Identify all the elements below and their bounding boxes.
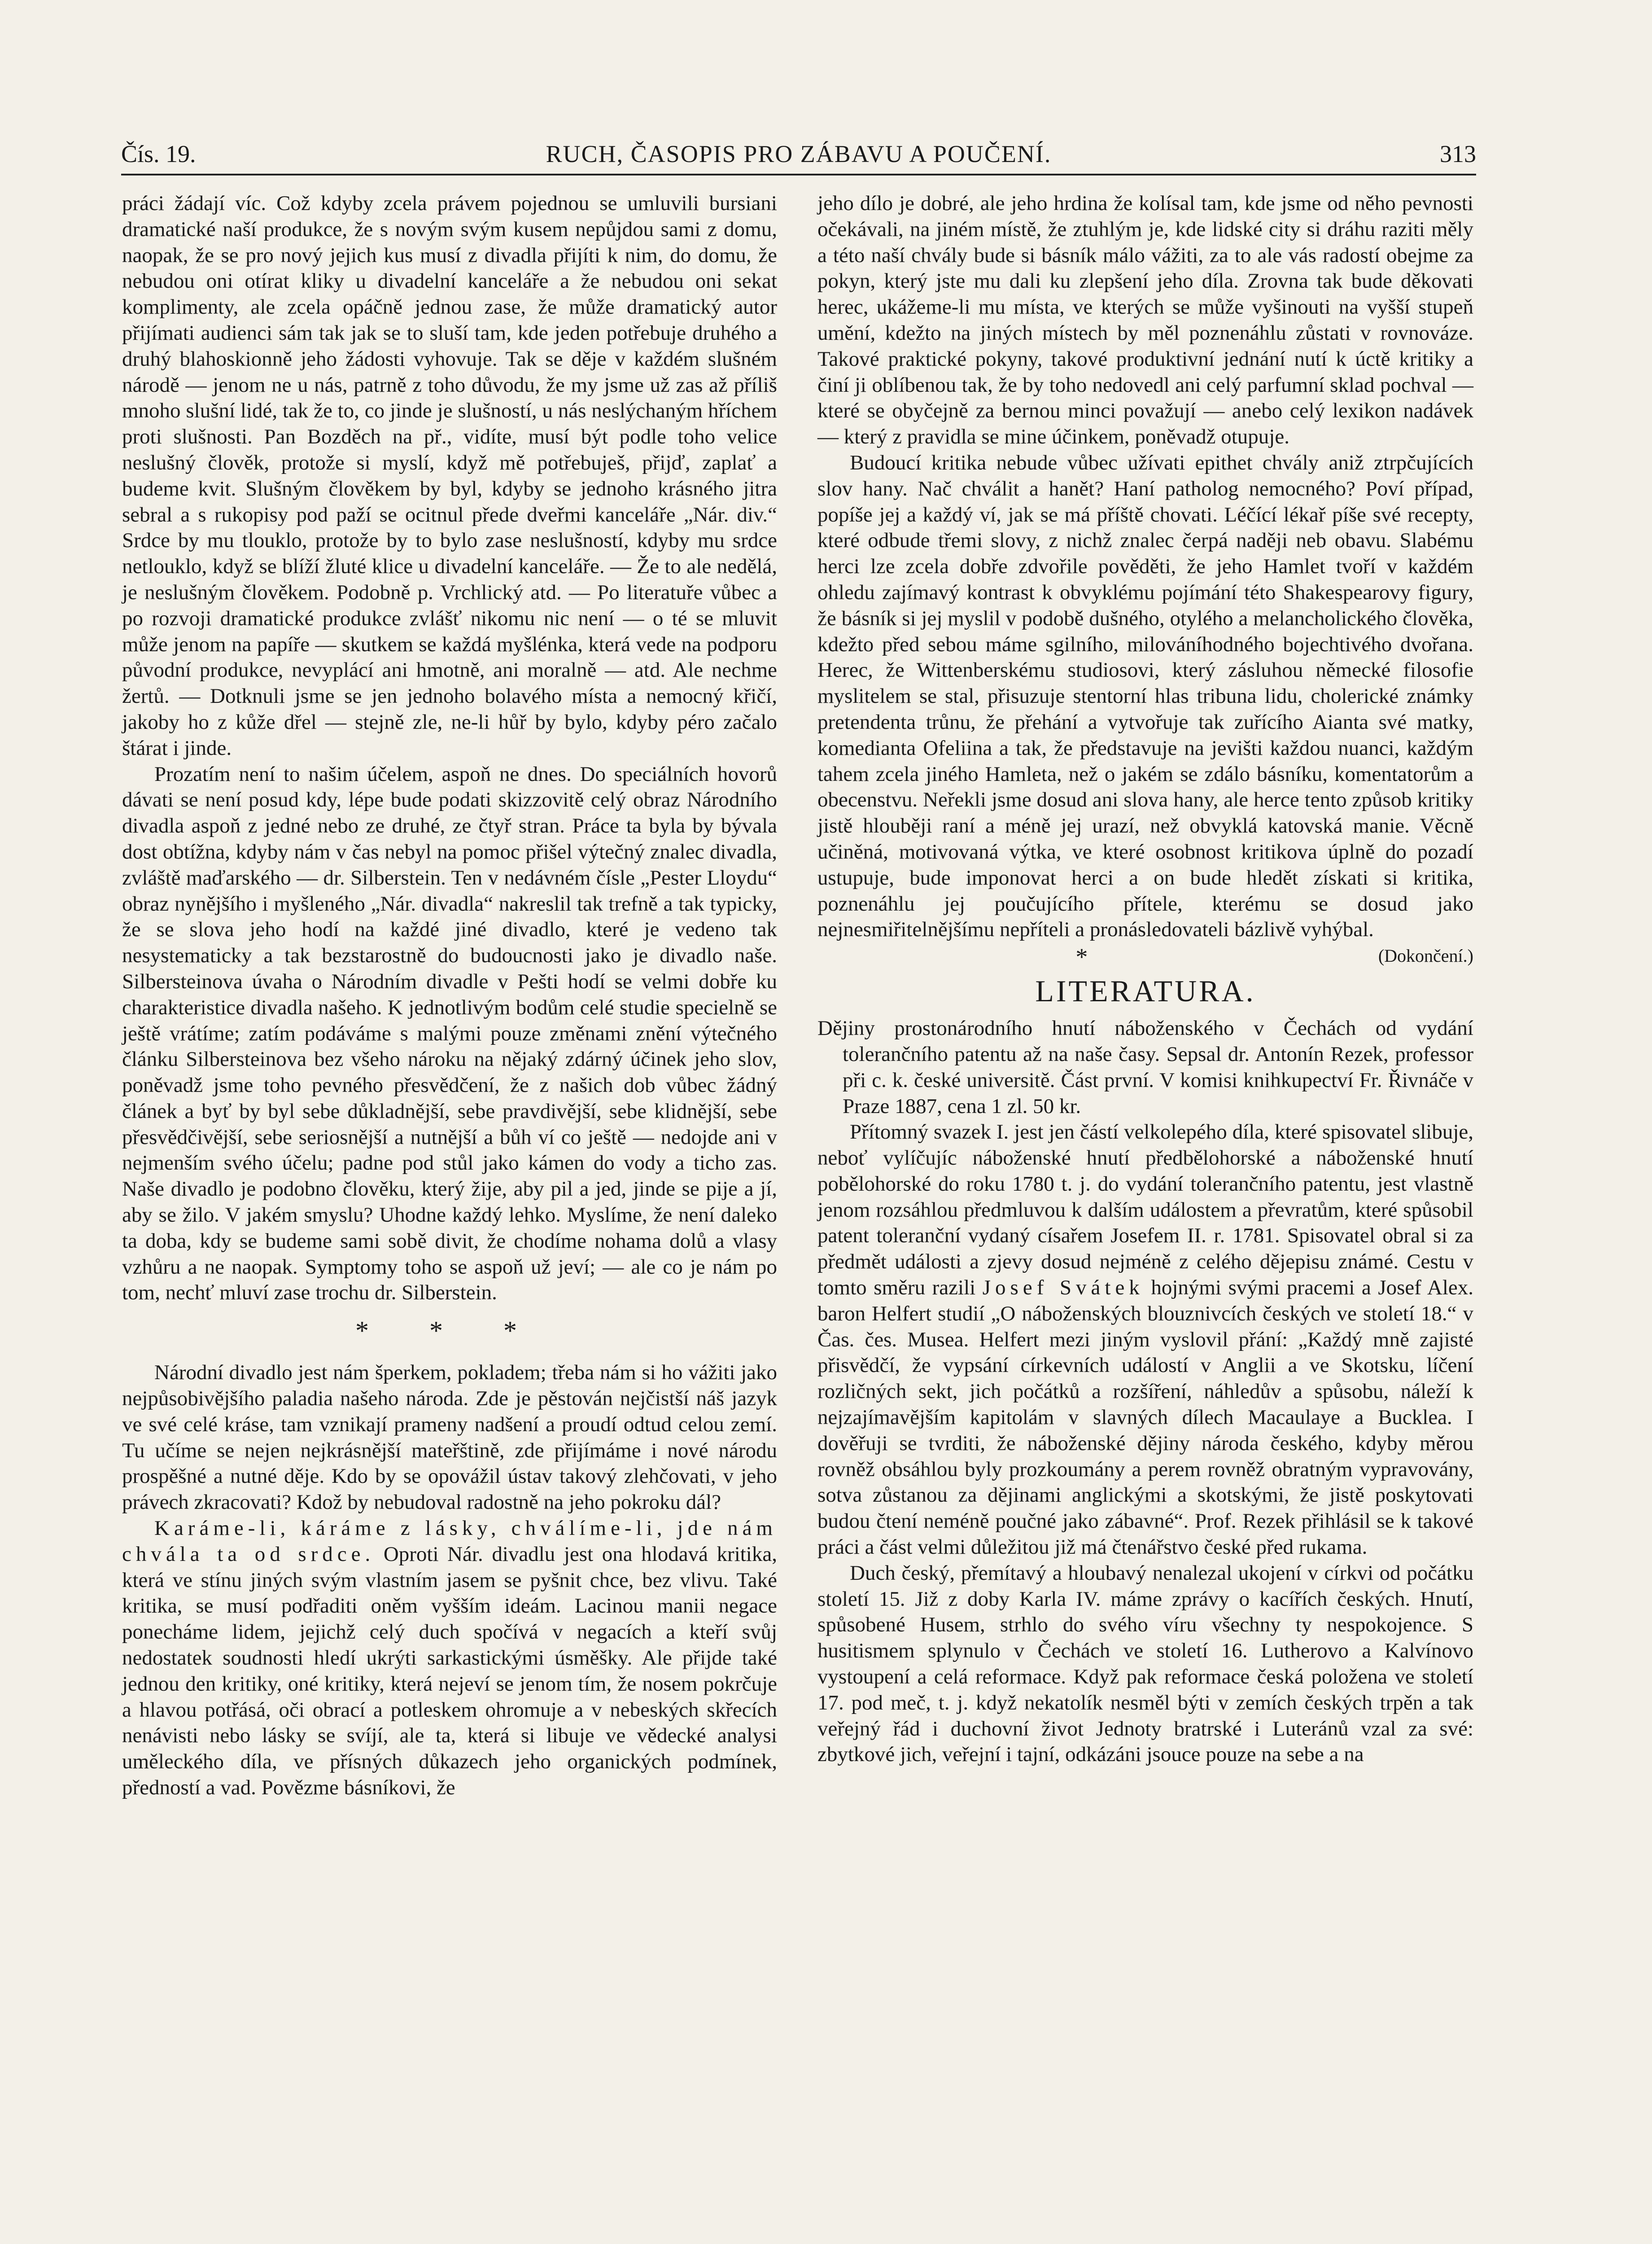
left-column [122, 191, 777, 1801]
book-entry: Dějiny prostonárodního hnutí náboženského v Čechách od vydání tolerančního patentu až na naše časy. Sepsal dr. Antonín Rezek, professor při c. k. české universitě. Část první. V komisi knihkupectví Fr. Řivnáče v Praze 1887, cena 1 zl. 50 kr. [817, 1017, 1473, 1118]
paragraph-text: hojnými svými pracemi a Josef Alex. baron Helfert studií „O náboženských blouznivcích českých ve století 18.“ v Čas. čes. Musea. Helfert mezi jiným vyslovil přání: „Každý mně zajisté přisvědčí, že vypsání církevních událostí v Anglii a ve Skotsku, líčení rozličných sekt, jich počátků a rozšíření, náhledův a spůsobu, náleží k nejzajímavějším kapitolám v slavných dílech Macaulaye a Bucklea. I dověřuji se tvrditi, že náboženské dějiny národa českého, kdyby měrou rovněž obsáhlou byly prozkoumány a perem rovněž obratným vypravovány, sotva zůstanou za dějinami anglickými a skotskými, že jistě poskytovati budou čtení neméně poučné jako zábavné“. Prof. Rezek přihlásil se k takové práci a část velmi důležitou již má čtenářstvo české před rukama. [817, 1276, 1474, 1559]
issue-number: Čís. 19. [121, 140, 196, 167]
paragraph [122, 1516, 777, 1801]
paragraph-text: Budoucí kritika nebude vůbec užívati epithet chvály aniž ztrpčujících slov hany. Nač chválit a hanět? Haní patholog nemocného? Poví případ, popíše jej a každý ví, jak se má příště chovati. Léčící lékař píše své recepty, které odbude třemi slovy, z nichž znalec čerpá naději neb obavu. Slabému herci lze zcela dobře zdvořile pověděti, že jeho Hamlet tvoří v každém ohledu zajímavý kontrast k obvyklému pojímání této Shakespearovy figury, že básník si jej myslil v podobě dušného, otylého a melancholického člověka, kdežto před sebou máme sgilního, milováníhodného bojechtivého dvořana. Herec, že Wittenberskému studiosovi, který zásluhou německé filosofie myslitelem se stal, přisuzuje stentorní hlas tribuna lidu, cholerické známky pretendenta trůnu, že přehání a vytvořuje tak zuřícího Aianta své matky, komedianta Ofeliina a tak, že představuje na jevišti každou nuanci, každým tahem zcela jiného Hamleta, než o jakém se zdálo básníku, komentatorům a obecenstvu. Neřekli jsme dosud ani slova hany, ale herce tento způsob kritiky jistě hlouběji raní a méně jej urazí, než obvyklá katovská manie. Věcně učiněná, motivovaná výtka, ve které osobnost kritikova úplně do pozadí ustupuje, bude imponovat herci a on bude hledět získati si kritika, poznenáhlu jej poučujícího přítele, kterému se dosud jako nejnesmiřitelnějšímu nepříteli a pronásledovateli bázlivě vyhýbal. [817, 451, 1473, 942]
page-header [121, 131, 1476, 175]
page-number: 313 [1440, 140, 1476, 167]
closing-note: (Dokončení.) [1378, 946, 1473, 966]
paragraph: Národní divadlo jest nám šperkem, pokladem; třeba nám si ho vážiti jako nejpůsobivějšího paladia našeho národa. Zde je pěstován nejčistší náš jazyk ve své celé kráse, tam vznikají prameny nadšení a proudí odtud celou zemí. Tu učíme se nejen nejkrásnější mateřštině, zde přijímáme i nové národu prospěšné a nutné děje. Kdo by se opovážil ústav takový zlehčovati, v jeho právech zkracovati? Kdož by nebudoval radostně na jeho pokroku dál? [122, 1361, 777, 1514]
paragraph: Duch český, přemítavý a hloubavý nenalezal ukojení v církvi od počátku století 15. Již z doby Karla IV. máme zprávy o kacířích českých. Hnutí, spůsobené Husem, strhlo do svého víru všechny ty nespokojence. S husitismem splynulo v Čechách ve století 16. Lutherovo a Kalvínovo vystoupení a celá reformace. Když pak reformace česká položena ve století 17. pod meč, t. j. když nekatolík nesměl býti v zemích českých trpěn a tak veřejný řád i duchovní život Jednoty bratrské i Luteránů vzal za své: zbytkové jich, veřejní i tajní, odkázáni jsouce pouze na sebe a na [817, 1561, 1473, 1766]
paragraph-text: Oproti Nár. divadlu jest ona hlodavá kritika, která ve stínu jiných svým vlastním jasem se pyšnit chce, bez vlivu. Také kritika, se musí podřaditi oněm vyšším ideám. Lacinou manii negace ponecháme lidem, jejichž celý duch spočívá v negacích a kteří svůj nedostatek soudnosti hledí ukrýti sarkastickými úsměšky. Ale přijde také jednou den kritiky, oné kritiky, která nejeví se jenom tím, že nosem pokrčuje a hlavou potřásá, oči obrací a potleskem ohromuje a v nebeských skřecích nenávisti nebo lásky se svíjí, ale ta, která si libuje ve vědecké analysi uměleckého díla, ve přísných důkazech jeho organických podmínek, předností a vad. Povězme básníkovi, že [122, 1542, 777, 1800]
paragraph: práci žádají víc. Což kdyby zcela právem pojednou se umluvili bursiani dramatické naší produkce, že s novým svým kusem nepůjdou sami z domu, naopak, že se pro nový jejich kus musí z divadla přijíti k nim, do domu, že nebudou oni otírat kliky u divadelní kanceláře a že nebudou oni sekat komplimenty, ale zcela opáčně jednou zase, že může dramatický autor přijímati audienci sám tak jak se to sluší tam, kde jeden potřebuje druhého a druhý blahoskionně jeho žádosti vyhovuje. Tak se děje v každém slušném národě — jenom ne u nás, patrně z toho důvodu, že my jsme už zas až příliš mnoho slušní lidé, tak že to, co jinde je slušností, u nás neslýchaným hříchem proti slušnosti. Pan Bozděch na př., vidíte, musí být podle toho velice neslušný člověk, protože si myslí, když mě potřebuješ, přijď, zaplať a budeme kvit. Slušným člověkem by byl, kdyby se jednoho krásného jitra sebral a s rukopisy pod paží se ocitnul předе dveřmi kanceláře „Nár. div.“ Srdce by mu tlouklo, protože by to bylo zase neslušností, kdyby mu srdce netlouklo, když se blíží žluté klice u divadelní kanceláře. — Že to ale nedělá, je neslušným člověkem. Podobně p. Vrchlický atd. — Po literatuře vůbec a po rozvoji dramatické produkce zvlášť nikomu nic není — o té se mluvit může jenom na papíře — skutkem se každá myšlénka, která vede na podporu původní produkce, nevyplácí ani hmotně, ani moralně — atd. Ale nechme žertů. — Dotknuli jsme se jen jednoho bolavého místa a nemocný křičí, jakoby ho z kůže dřel — stejně zle, ne-li hůř by bylo, kdyby péro začalo štárat i jinde. [122, 192, 777, 760]
section-separator: * [1075, 943, 1088, 971]
paragraph [817, 450, 1473, 966]
paragraph [817, 1119, 1473, 1560]
spaced-emphasis: Karáme-li, káráme z lásky, chválíme-li, jde nám chvála ta od srdce. [122, 1516, 777, 1566]
paragraph-text: Přítomný svazek I. jest jen částí velkolepého díla, které spisovatel slibuje, neboť vylíčujíc náboženské hnutí předbělohorské a náboženské hnutí pobělohorské do roku 1780 t. j. do vydání tolerančního patentu, jest vlastně jenom rozsáhlou předmluvou k dalším událostem a převratům, které spůsobil patent toleranční vydaný císařem Josefem II. r. 1781. Spisovatel obral si za předmět události a zjevy dosud nejméně z celého dějepisu známé. Cestu v tomto směru razili [817, 1120, 1473, 1300]
section-title: LITERATURA. [1035, 974, 1256, 1008]
paragraph: jeho dílo je dobré, ale jeho hrdina že kolísal tam, kde jsme od něho pevnosti očekávali, na jiném místě, že ztuhlým je, kde lidské city si dráhu raziti měly a této naší chvály bude si básník málo vážiti, za to ale vás radostí obejme za pokyn, který jste mu dali ku zlepšení jeho díla. Zrovna tak bude děkovati herec, ukážeme-li mu místa, ve kterých se může vyšinouti na vyšší stupeň umění, kdežto na jiných místech by měl poznenáhlu zůstati v rovnováze. Takové praktické pokyny, takové produktivní jednání nutí k úctě kritiky a činí ji oblíbenou tak, že by toho nedovedl ani celý parfumní sklad pochval — které se obyčejně za bernou minci považují — anebo celý lexikon nadávek — který z pravidla se mine účinkem, poněvadž otupuje. [817, 192, 1473, 449]
right-column [817, 191, 1473, 1768]
journal-title: RUCH, ČASOPIS PRO ZÁBAVU A POUČENÍ. [546, 140, 1052, 167]
spaced-emphasis: Josef Svátek [982, 1276, 1144, 1300]
section-separator: * * * [355, 1316, 544, 1346]
paragraph: Prozatím není to našim účelem, aspoň ne dnes. Do speciálních hovorů dávati se není posud kdy, lépe bude podati skizzovitě celý obraz Národního divadla aspoň z jedné nebo ze druhé, ze čtyř stran. Práce ta byla by bývala dost obtížna, kdyby nám v čas nebyl na pomoc přišel výtečný znalec divadla, zvláště maďarského — dr. Silberstein. Ten v nedávném čísle „Pester Lloydu“ obraz nynějšího i myšleného „Nár. divadla“ nakreslil tak trefně a tak typicky, že se slova jeho hodí na každé jiné divadlo, které je vedeno tak nesystematicky a tak bezstarostně do budoucnosti jako je divadlo naše. Silbersteinova úvaha o Národním divadle v Pešti hodí se velmi dobře ku charakteristice divadla našeho. K jednotlivým bodům celé studie specielně se ještě vrátíme; zatím podáváme s malými pouze změnami znění výtečného článku Silbersteinova bez všeho nároku na nějaký zdárný účinek jeho slov, poněvadž jsme toho pevného přesvědčení, že z našich dob vůbec žádný článek a byť by byl sebe důkladnější, sebe pravdivější, sebe klidnější, sebe přesvědčivější, sebe seriosnější a nutnější a bůh ví co ještě — nedojde ani v nejmenším svého účelu; padne pod stůl jako kámen do vody a ticho zas. Naše divadlo je podobno člověku, který žije, aby pil a jed, jinde se pije a jí, aby se žilo. V jakém smyslu? Uhodne každý lehko. Myslíme, že není daleko ta doba, kdy se budeme sami sobě divit, že chodíme nohama dolů a vlasy vzhůru a ne naopak. Symptomy toho se aspoň už jeví; — ale co je nám po tom, nechť mluví zase trochu dr. Silberstein. [122, 762, 777, 1305]
